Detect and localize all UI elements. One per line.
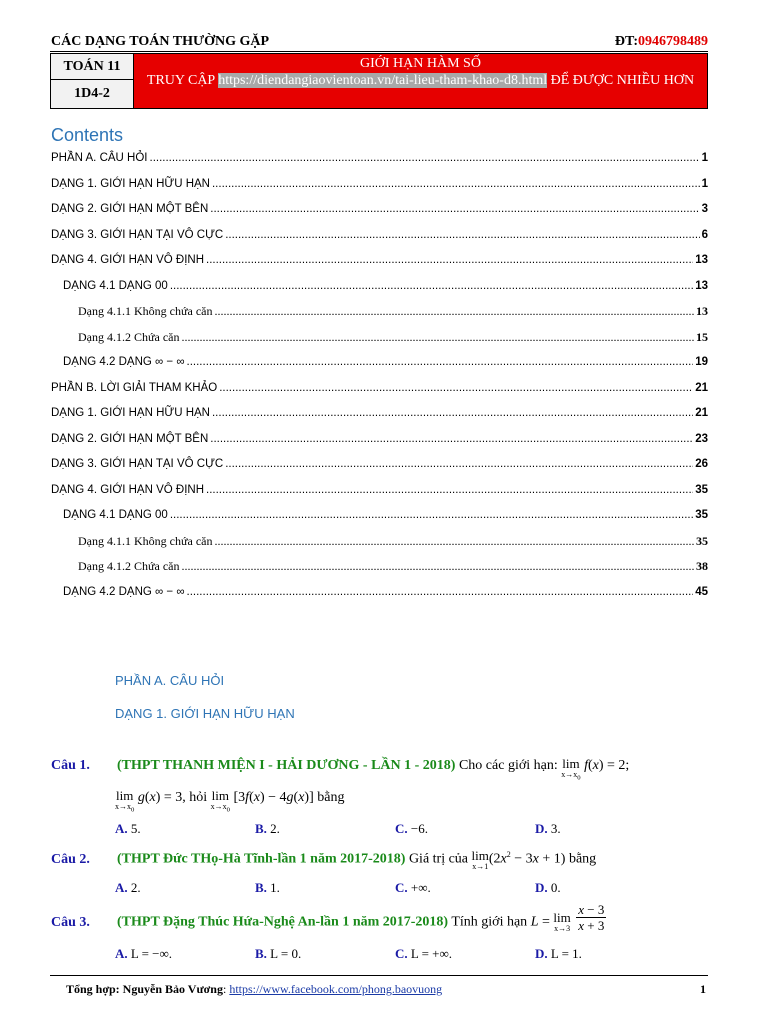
section-heading-a: PHẦN A. CÂU HỎI	[115, 673, 225, 688]
toc-page-number: 45	[695, 585, 708, 598]
toc-page-number: 23	[695, 432, 708, 445]
toc-entry-title: DẠNG 4.1 DẠNG 00	[63, 509, 168, 521]
toc-page-number: 15	[696, 329, 708, 344]
limit-expression: lim $x\to x_0$	[115, 788, 135, 814]
toc-leader-dots	[225, 227, 699, 244]
toc-entry-title: DẠNG 4.1 DẠNG 00	[63, 279, 168, 292]
section-heading-dang1: DẠNG 1. GIỚI HẠN HỮU HẠN	[115, 706, 295, 721]
toc-entry[interactable]	[51, 252, 708, 278]
toc-page-number: 21	[695, 381, 708, 394]
toc-entry-title: DẠNG 4.2 DẠNG ∞ − ∞	[63, 585, 185, 598]
option-d[interactable]: D. 0.	[535, 880, 561, 895]
toc-leader-dots	[214, 533, 694, 550]
toc-entry[interactable]	[51, 201, 708, 227]
header-doc-type: CÁC DẠNG TOÁN THƯỜNG GẶP	[51, 34, 270, 49]
toc-leader-dots	[214, 303, 694, 320]
toc-entry-title: Dạng 4.1.2 Chứa căn	[78, 329, 180, 344]
toc-entry[interactable]	[51, 227, 708, 253]
toc-entry-title: DẠNG 4.2 DẠNG ∞ − ∞	[63, 356, 185, 368]
header-phone: ĐT:0946798489	[614, 34, 708, 49]
toc-leader-dots	[181, 558, 694, 575]
option-c[interactable]: C. L = +∞.	[395, 946, 453, 961]
toc-leader-dots	[187, 584, 694, 601]
toc-page-number: 1	[701, 177, 708, 190]
toc-leader-dots	[150, 150, 700, 167]
contents-heading: Contents	[51, 125, 124, 145]
toc-entry[interactable]	[51, 354, 708, 380]
question-2: Câu 2. (THPT Đức THọ-Hà Tĩnh-lần 1 năm 2017-2018) Giá trị của lim x→1 $(2x^2 - 3x + 1)$ bằng	[51, 848, 597, 871]
toc-page-number: 13	[696, 304, 708, 318]
toc-leader-dots	[187, 354, 694, 371]
question-label: Câu 3.	[51, 914, 90, 930]
toc-page-number: 21	[695, 407, 708, 419]
toc-entry[interactable]	[51, 278, 708, 304]
toc-page-number: 19	[695, 356, 708, 368]
toc-page-number: 35	[695, 509, 708, 521]
toc-entry[interactable]	[51, 456, 708, 482]
toc-page-number: 1	[701, 152, 708, 164]
limit-expression: lim $x\to x_0$	[210, 788, 230, 814]
toc-leader-dots	[181, 329, 694, 346]
toc-leader-dots	[206, 252, 693, 269]
toc-entry-title: PHẦN A. CÂU HỎI	[51, 152, 148, 164]
fraction: $\frac{x - 3}{x + 3}$	[578, 902, 605, 933]
toc-entry-title: PHẦN B. LỜI GIẢI THAM KHẢO	[51, 381, 218, 394]
toc-page-number: 6	[701, 228, 708, 241]
toc-entry[interactable]	[51, 405, 708, 431]
question-1-options	[115, 821, 675, 837]
limit-expression: lim x→3	[553, 910, 571, 933]
toc-entry[interactable]	[51, 303, 708, 329]
toc-entry-title: DẠNG 2. GIỚI HẠN MỘT BÊN	[51, 432, 209, 445]
header-box	[50, 53, 708, 109]
question-source: (THPT Đặng Thúc Hứa-Nghệ An-lần 1 năm 2017-2018)	[117, 914, 449, 930]
access-link[interactable]: https://diendangiaovientoan.vn/tai-lieu-tham-khao-d8.html	[218, 73, 548, 88]
question-1: Câu 1. (THPT THANH MIỆN I - HẢI DƯƠNG - LẦN 1 - 2018) Cho các giới hạn: lim $x\to x_0$ f(x) = 2;	[51, 756, 630, 782]
footer-rule	[50, 975, 708, 976]
toc-entry[interactable]	[51, 380, 708, 406]
access-line: TRUY CẬP https://diendangiaovientoan.vn/tai-lieu-tham-khao-d8.html ĐỂ ĐƯỢC NHIỀU HƠN	[146, 73, 695, 88]
option-b[interactable]: B. 1.	[255, 880, 280, 895]
toc-leader-dots	[212, 405, 693, 422]
question-3-options	[115, 946, 675, 962]
toc-entry-title: DẠNG 4. GIỚI HẠN VÔ ĐỊNH	[51, 483, 204, 496]
toc-leader-dots	[212, 176, 700, 193]
footer-link[interactable]: https://www.facebook.com/phong.baovuong	[229, 982, 443, 996]
option-a[interactable]: A. 5.	[115, 821, 141, 836]
toc-entry[interactable]	[51, 176, 708, 202]
limit-expression: lim $x\to x_0$	[561, 756, 581, 782]
toc-entry-title: DẠNG 3. GIỚI HẠN TẠI VÔ CỰC	[51, 458, 224, 470]
toc-leader-dots	[225, 456, 693, 473]
toc-entry-title: DẠNG 4. GIỚI HẠN VÔ ĐỊNH	[51, 254, 204, 266]
option-a[interactable]: A. L = −∞.	[115, 946, 173, 961]
topic-banner	[134, 54, 707, 108]
question-2-options	[115, 880, 675, 896]
toc-page-number: 26	[695, 458, 708, 470]
table-of-contents	[51, 150, 708, 609]
toc-entry[interactable]	[51, 558, 708, 584]
toc-page-number: 38	[696, 559, 708, 573]
topic-title: GIỚI HẠN HÀM SỐ	[360, 56, 481, 71]
toc-page-number: 13	[695, 279, 708, 292]
toc-entry[interactable]	[51, 584, 708, 610]
toc-leader-dots	[210, 431, 693, 448]
question-label: Câu 2.	[51, 851, 90, 867]
toc-page-number: 3	[701, 203, 708, 215]
toc-leader-dots	[170, 507, 693, 524]
option-d[interactable]: D. L = 1.	[535, 946, 582, 961]
toc-entry[interactable]	[51, 507, 708, 533]
question-source: (THPT THANH MIỆN I - HẢI DƯƠNG - LẦN 1 - 2018)	[117, 758, 456, 773]
toc-page-number: 35	[695, 483, 708, 496]
toc-entry-title: DẠNG 1. GIỚI HẠN HỮU HẠN	[51, 177, 210, 190]
toc-entry-title: Dạng 4.1.1 Không chứa căn	[78, 533, 213, 548]
page-number: 1	[700, 982, 706, 996]
toc-entry-title: DẠNG 1. GIỚI HẠN HỮU HẠN	[51, 407, 210, 419]
option-c[interactable]: C. +∞.	[395, 880, 431, 895]
header-rule	[50, 51, 708, 52]
toc-entry-title: DẠNG 3. GIỚI HẠN TẠI VÔ CỰC	[51, 228, 224, 241]
toc-entry-title: Dạng 4.1.1 Không chứa căn	[78, 304, 213, 318]
toc-entry-title: Dạng 4.1.2 Chứa căn	[78, 559, 180, 573]
toc-entry[interactable]	[51, 329, 708, 355]
toc-entry[interactable]	[51, 431, 708, 457]
question-1-line-2: lim $x\to x_0$ g(x) = 3, hỏi lim $x\to x_0$ [3f(x) − 4g(x)] bằng	[115, 788, 345, 814]
footer: Tổng hợp: Nguyễn Bảo Vương: https://www.facebook.com/phong.baovuong	[66, 982, 443, 996]
toc-entry[interactable]	[51, 150, 708, 176]
toc-leader-dots	[170, 278, 693, 295]
toc-leader-dots	[210, 201, 699, 218]
limit-expression: lim x→1	[471, 848, 489, 871]
option-a[interactable]: A. 2.	[115, 880, 141, 895]
option-d[interactable]: D. 3.	[535, 821, 561, 836]
grade-cell: TOÁN 11	[51, 54, 134, 80]
toc-entry[interactable]	[51, 482, 708, 508]
option-c[interactable]: C. −6.	[395, 821, 428, 836]
toc-page-number: 35	[696, 533, 708, 548]
code-cell: 1D4-2	[51, 80, 134, 108]
toc-entry-title: DẠNG 2. GIỚI HẠN MỘT BÊN	[51, 203, 209, 215]
question-3: Câu 3. (THPT Đặng Thúc Hứa-Nghệ An-lần 1 năm 2017-2018) Tính giới hạn L = lim x→3 $\frac{x - 3}{x + 3}$	[51, 902, 605, 933]
question-label: Câu 1.	[51, 758, 90, 773]
toc-leader-dots	[206, 482, 693, 499]
toc-entry[interactable]	[51, 533, 708, 559]
option-b[interactable]: B. 2.	[255, 821, 280, 836]
option-b[interactable]: B. L = 0.	[255, 946, 302, 961]
toc-page-number: 13	[695, 254, 708, 266]
toc-leader-dots	[219, 380, 693, 397]
question-source: (THPT Đức THọ-Hà Tĩnh-lần 1 năm 2017-2018)	[117, 851, 406, 867]
